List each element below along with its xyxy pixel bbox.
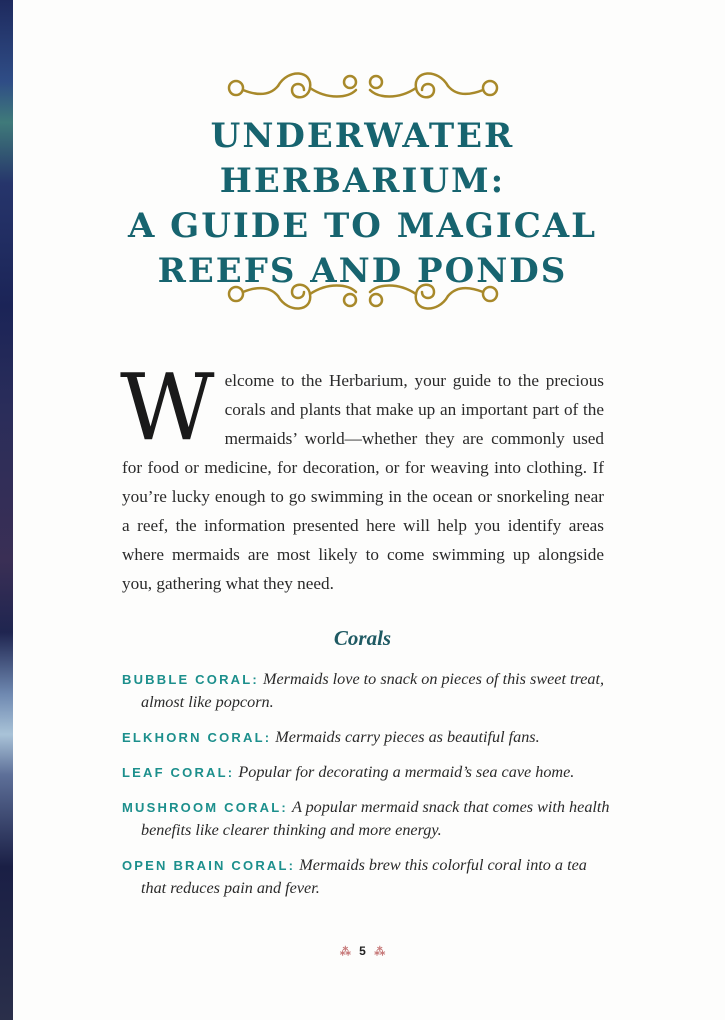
flourish-right-icon: ⁂ bbox=[374, 946, 386, 958]
intro-paragraph bbox=[120, 354, 604, 598]
entry-term: BUBBLE CORAL: bbox=[122, 672, 259, 687]
page-title bbox=[0, 114, 725, 294]
scroll-ornament-top-icon bbox=[218, 60, 508, 110]
entry-term: OPEN BRAIN CORAL: bbox=[122, 858, 296, 873]
list-item bbox=[122, 726, 612, 749]
title-line: A GUIDE TO MAGICAL bbox=[127, 206, 598, 246]
coral-list bbox=[122, 668, 612, 912]
scroll-ornament-bottom-icon bbox=[218, 280, 508, 330]
entry-term: LEAF CORAL: bbox=[122, 765, 235, 780]
intro-text: elcome to the Herbarium, your guide to the precious corals and plants that make up an important part of the mermaids’ world—whether they are commonly used for food or medicine, for decoration, or for weaving into clothing. If you’re lucky enough to go swimming in the ocean or snorkeling near a reef, the information presented here will help you identify areas where mermaids are most likely to come swimming up alongside you, gathering what they need. bbox=[122, 371, 604, 593]
page-number: 5 bbox=[359, 944, 366, 958]
page-footer bbox=[0, 944, 725, 958]
flourish-left-icon: ⁂ bbox=[339, 946, 351, 958]
entry-description: Mermaids love to snack on pieces of this sweet treat, almost like popcorn. bbox=[141, 670, 605, 711]
list-item bbox=[122, 796, 612, 842]
list-item bbox=[122, 761, 612, 784]
list-item bbox=[122, 668, 612, 714]
entry-description: Popular for decorating a mermaid’s sea cave home. bbox=[238, 763, 575, 781]
entry-description: Mermaids brew this colorful coral into a tea that reduces pain and fever. bbox=[141, 856, 587, 897]
entry-term: ELKHORN CORAL: bbox=[122, 730, 272, 745]
list-item bbox=[122, 854, 612, 900]
entry-term: MUSHROOM CORAL: bbox=[122, 800, 288, 815]
entry-description: A popular mermaid snack that comes with health benefits like clearer thinking and more energy. bbox=[141, 798, 610, 839]
drop-cap: W bbox=[120, 354, 215, 461]
section-heading: Corals bbox=[333, 626, 392, 650]
entry-description: Mermaids carry pieces as beautiful fans. bbox=[275, 728, 540, 746]
title-line: UNDERWATER bbox=[210, 116, 515, 156]
title-line: HERBARIUM: bbox=[219, 161, 506, 201]
title-line: REEFS AND PONDS bbox=[157, 251, 568, 291]
